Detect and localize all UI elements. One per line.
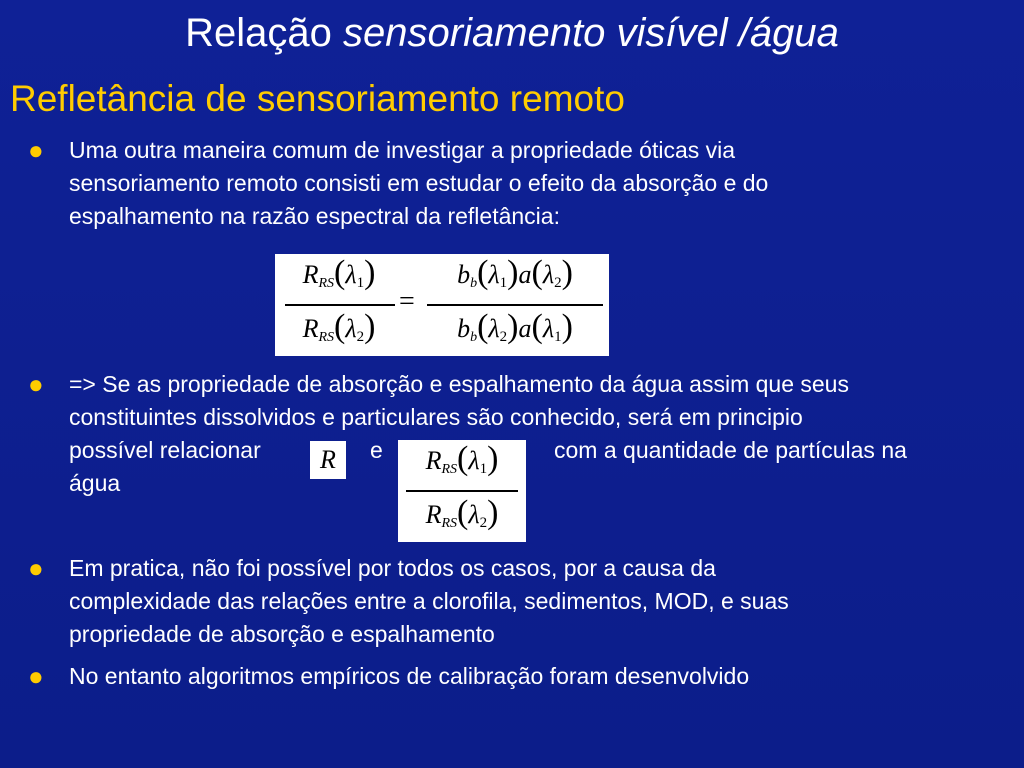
bullet-2-segment: com a quantidade de partículas na xyxy=(554,437,907,463)
bullet-4-line: No entanto algoritmos empíricos de calibração foram desenvolvido xyxy=(69,663,750,689)
left-numerator: $R_{RS}(\lambda_1)$ xyxy=(302,254,376,291)
bullet-2-line: água xyxy=(69,470,121,496)
r-symbol-box: R xyxy=(310,441,346,479)
bullet-2-line: constituintes dissolvidos e particulares são conhecido, será em principio xyxy=(69,404,803,430)
equals-sign: = xyxy=(399,286,415,317)
bullet-1-line: Uma outra maneira comum de investigar a propriedade óticas via xyxy=(69,137,736,163)
right-denominator: $b_b(\lambda_2)a(\lambda_1)$ xyxy=(457,308,573,345)
bullet-2-line-3 xyxy=(69,434,1024,467)
bullet-2-line: => Se as propriedade de absorção e espalhamento da água assim que seus xyxy=(69,371,849,397)
bullet-3-line: complexidade das relações entre a clorofila, sedimentos, MOD, e suas xyxy=(69,588,789,614)
bullet-dot-icon: ● xyxy=(28,135,44,165)
inline-ratio-box xyxy=(398,440,526,542)
bullet-4 xyxy=(28,660,1024,694)
bullet-3-line: Em pratica, não foi possível por todos os casos, por a causa da xyxy=(69,555,716,581)
inline-numerator: $R_{RS}(\lambda_1)$ xyxy=(425,440,499,477)
bullet-4-text xyxy=(69,660,1024,693)
fraction-bar xyxy=(427,304,603,306)
bullet-dot-icon: ● xyxy=(28,661,44,691)
bullet-1 xyxy=(28,134,1024,234)
bullet-2 xyxy=(28,368,1024,508)
bullet-dot-icon: ● xyxy=(28,369,44,399)
bullet-1-line: espalhamento na razão espectral da refletância: xyxy=(69,203,560,229)
left-fraction xyxy=(283,254,395,352)
bullet-3-line: propriedade de absorção e espalhamento xyxy=(69,621,495,647)
right-fraction xyxy=(427,254,603,352)
bullet-3 xyxy=(28,552,1024,652)
bullet-dot-icon: ● xyxy=(28,553,44,583)
bullet-2-segment: e xyxy=(370,437,383,463)
bullet-2-text xyxy=(69,368,1024,500)
inline-denominator: $R_{RS}(\lambda_2)$ xyxy=(425,494,499,531)
bullet-2-segment: possível relacionar xyxy=(69,437,261,463)
fraction-bar xyxy=(406,490,518,492)
right-numerator: $b_b(\lambda_1)a(\lambda_2)$ xyxy=(457,254,573,291)
bullet-1-text xyxy=(69,134,1024,233)
inline-fraction xyxy=(404,440,520,538)
bullet-1-line: sensoriamento remoto consisti em estudar o efeito da absorção e do xyxy=(69,170,769,196)
title-italic: sensoriamento visível /água xyxy=(343,11,839,55)
bullet-3-text xyxy=(69,552,1024,651)
slide-title xyxy=(0,8,1024,58)
slide-subtitle: Refletância de sensoriamento remoto xyxy=(10,78,625,119)
title-plain: Relação xyxy=(185,11,332,55)
ratio-equation xyxy=(275,254,609,356)
left-denominator: $R_{RS}(\lambda_2)$ xyxy=(302,308,376,345)
fraction-bar xyxy=(285,304,395,306)
